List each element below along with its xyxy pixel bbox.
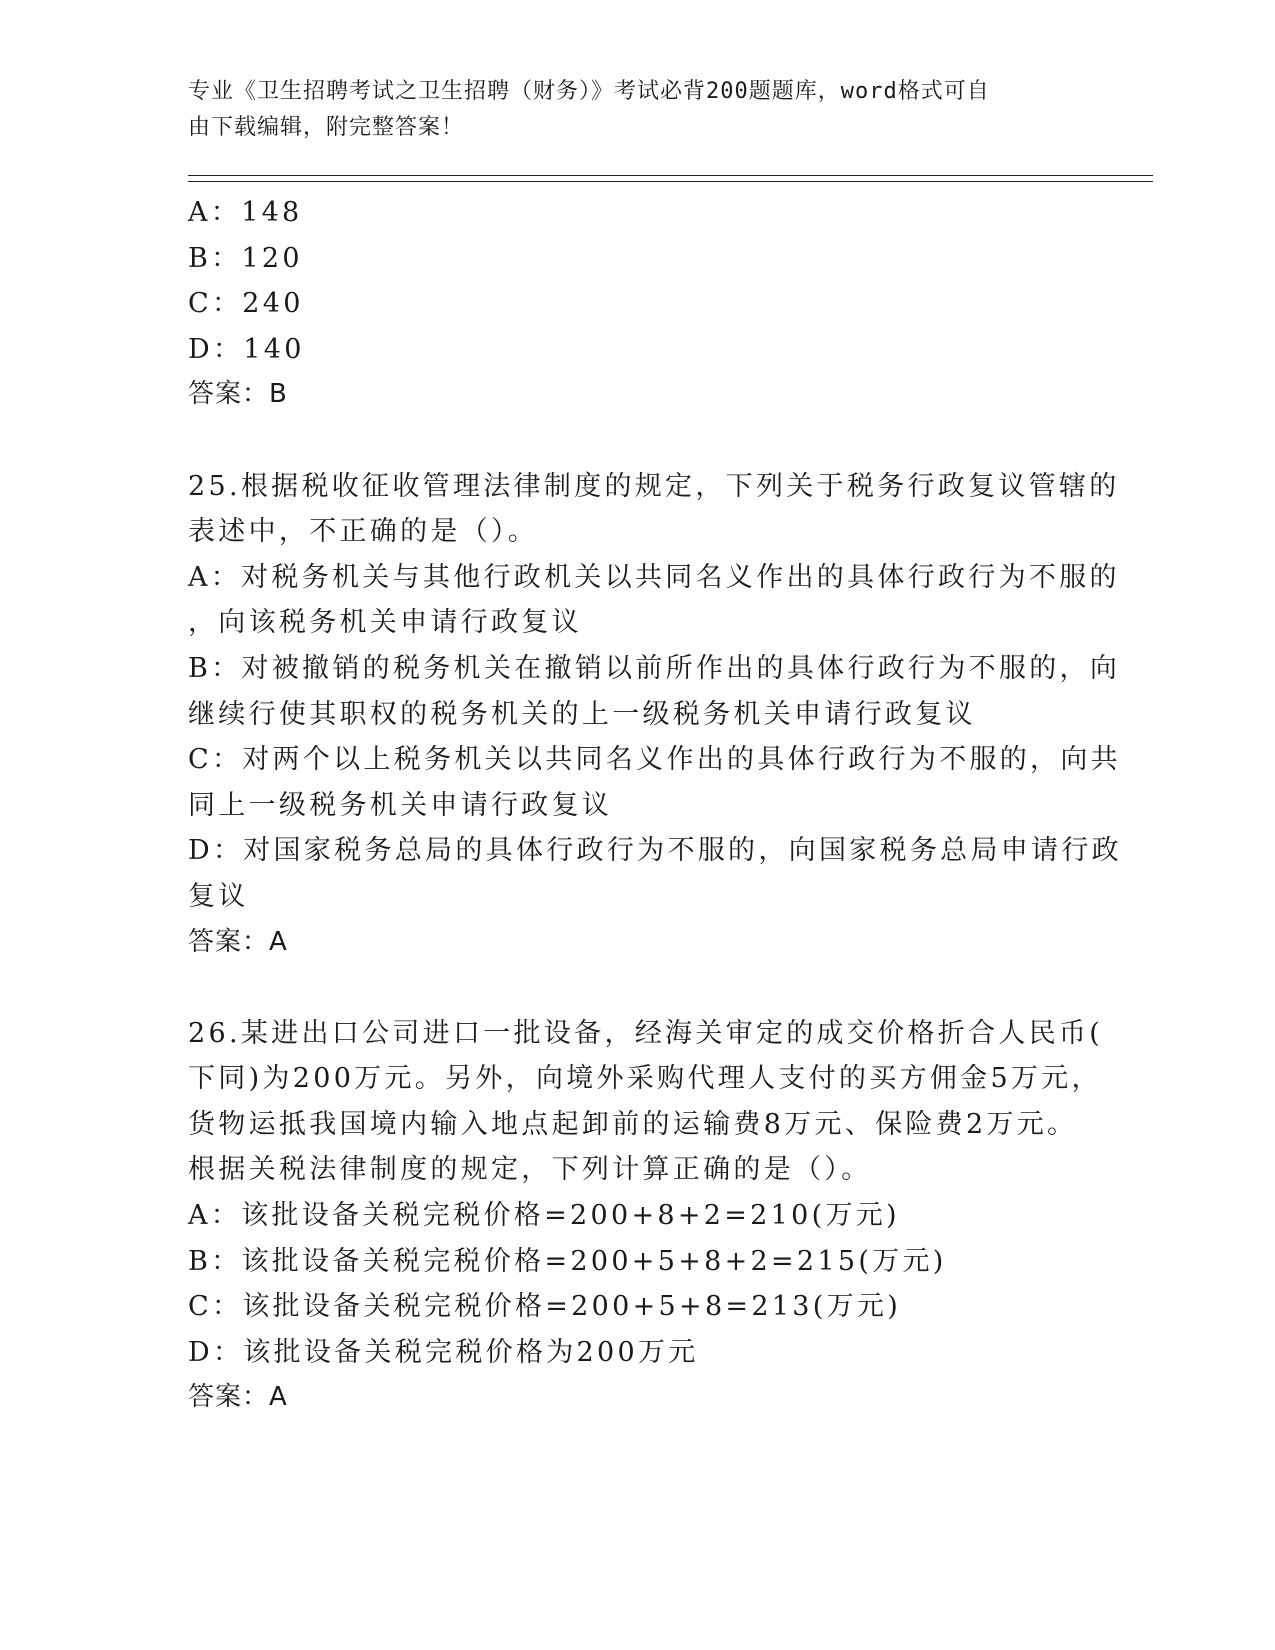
spacer <box>188 965 1078 1011</box>
answer: 答案：B <box>188 379 288 410</box>
question-stem: 26.某进出口公司进口一批设备，经海关审定的成交价格折合人民币( <box>188 1017 1104 1049</box>
option-a-continued: ，向该税务机关申请行政复议 <box>188 607 582 639</box>
option-a: A：该批设备关税完税价格=200+8+2=210(万元) <box>188 1200 900 1232</box>
option-b: B：该批设备关税完税价格=200+5+8+2=215(万元) <box>188 1245 947 1277</box>
option-d-continued: 复议 <box>188 880 249 912</box>
option-c-continued: 同上一级税务机关申请行政复议 <box>188 789 613 821</box>
option-d: D：140 <box>188 333 305 365</box>
option-d: D：对国家税务总局的具体行政行为不服的，向国家税务总局申请行政 <box>188 835 1122 867</box>
header-line-2: 由下载编辑，附完整答案！ <box>188 115 465 140</box>
spacer <box>188 418 1078 464</box>
question-stem: 25.根据税收征收管理法律制度的规定，下列关于税务行政复议管辖的 <box>188 470 1120 502</box>
question-24-options <box>188 190 1078 418</box>
header-line-1: 专业《卫生招聘考试之卫生招聘（财务）》考试必背200题题库，word格式可自 <box>188 79 990 104</box>
option-c: C：240 <box>188 288 304 320</box>
question-stem: 货物运抵我国境内输入地点起卸前的运输费8万元、保险费2万元。 <box>188 1108 1078 1140</box>
question-25 <box>188 464 1122 966</box>
document-header <box>188 74 1068 146</box>
header-divider-top <box>188 175 1153 176</box>
answer: 答案：A <box>188 926 288 957</box>
option-b: B：对被撤销的税务机关在撤销以前所作出的具体行政行为不服的，向 <box>188 652 1121 684</box>
option-a: A：对税务机关与其他行政机关以共同名义作出的具体行政行为不服的 <box>188 561 1120 593</box>
option-a: A：148 <box>188 197 303 228</box>
document-body <box>188 190 1122 1421</box>
option-d: D：该批设备关税完税价格为200万元 <box>188 1336 699 1368</box>
option-b: B：120 <box>188 242 303 274</box>
option-b-continued: 继续行使其职权的税务机关的上一级税务机关申请行政复议 <box>188 698 976 730</box>
header-divider-bottom <box>188 181 1153 182</box>
option-c: C：该批设备关税完税价格=200+5+8=213(万元) <box>188 1291 902 1323</box>
option-c: C：对两个以上税务机关以共同名义作出的具体行政行为不服的，向共 <box>188 744 1121 776</box>
answer: 答案：A <box>188 1382 288 1413</box>
question-stem: 下同)为200万元。另外，向境外采购代理人支付的买方佣金5万元， <box>188 1063 1102 1095</box>
question-26 <box>188 1011 1104 1421</box>
question-stem: 根据关税法律制度的规定，下列计算正确的是（）。 <box>188 1154 872 1186</box>
question-stem: 表述中，不正确的是（）。 <box>188 516 539 548</box>
